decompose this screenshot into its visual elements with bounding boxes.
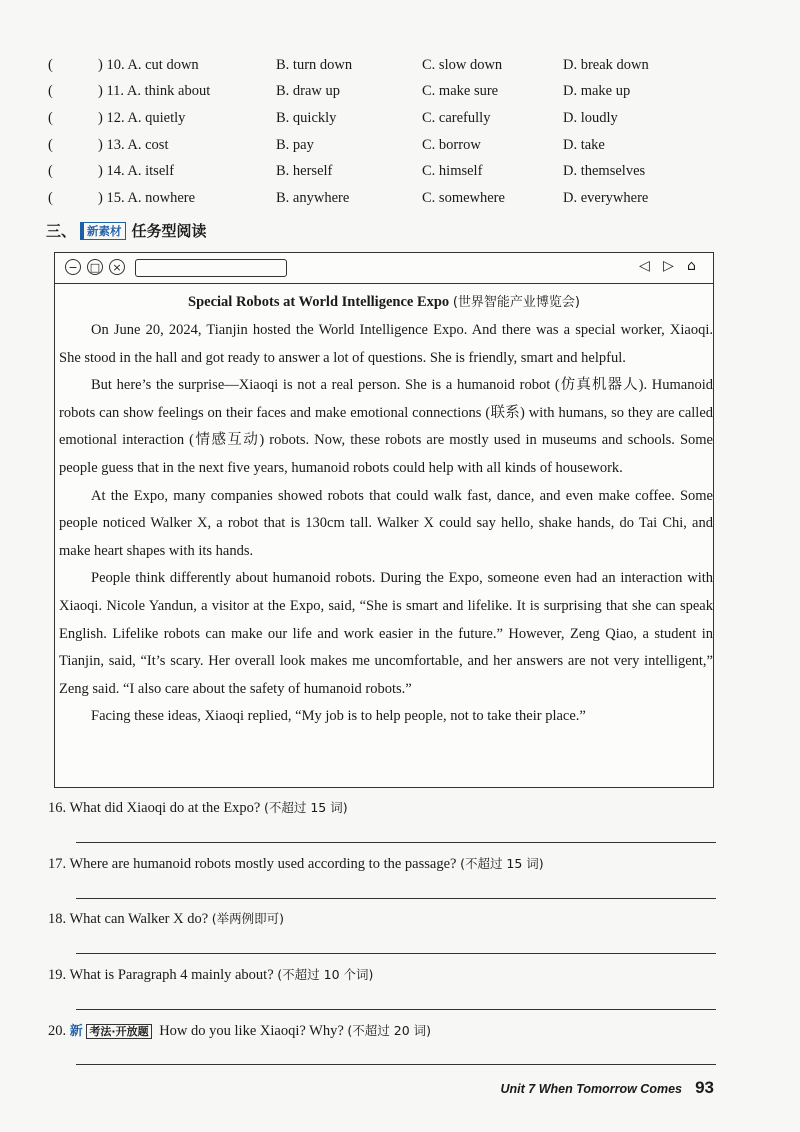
option-b: B. draw up (276, 83, 341, 100)
article-title (55, 287, 713, 317)
unit-footer: Unit 7 When Tomorrow Comes (500, 1082, 682, 1096)
word-limit: (不超过 20 词) (347, 1023, 432, 1039)
back-icon[interactable]: ◁ (639, 258, 650, 274)
minimize-icon[interactable]: − (65, 259, 81, 275)
question-number: 17. (48, 855, 67, 872)
answer-blank[interactable]: ( (48, 189, 53, 206)
question-text (48, 965, 373, 984)
question-number: 16. (48, 800, 67, 816)
paragraph-5: Facing these ideas, Xiaoqi replied, “My job is to help people, not to take their place.” (91, 708, 586, 725)
question-text (48, 854, 544, 873)
question-text (48, 909, 284, 928)
question-20 (48, 1018, 716, 1074)
option-d: D. take (563, 136, 605, 153)
section-number: 三、 (46, 222, 77, 240)
question-17 (48, 852, 716, 908)
question-body: What is Paragraph 4 mainly about? (69, 966, 274, 983)
word-limit: (不超过 15 词) (264, 800, 348, 815)
answer-blank[interactable]: ( (48, 109, 53, 126)
question-number: 18. (48, 911, 67, 928)
question-number: 20. (48, 1023, 67, 1040)
answer-blank[interactable]: ( (48, 163, 53, 180)
answer-blank[interactable]: ( (48, 56, 53, 73)
open-question-badge: 考法·开放题 (86, 1024, 151, 1039)
question-body: How do you like Xiaoqi? Why? (159, 1023, 344, 1040)
close-icon[interactable]: × (109, 259, 125, 275)
option-d: D. loudly (563, 109, 618, 126)
answer-blank[interactable]: ( (48, 136, 53, 153)
article-title-cn: (世界智能产业博览会) (452, 295, 580, 310)
answer-line[interactable] (76, 842, 716, 843)
question-19 (48, 963, 716, 1019)
question-number: 19. (48, 966, 67, 983)
question-body: What can Walker X do? (69, 911, 209, 928)
question-text (48, 1020, 431, 1040)
option-d: D. make up (563, 83, 631, 100)
article (55, 287, 713, 731)
word-limit: (不超过 15 词) (460, 855, 544, 871)
option-c: C. slow down (422, 56, 503, 73)
option-a: ) 15. A. nowhere (98, 189, 196, 206)
choice-row-11 (48, 79, 748, 106)
choice-row-10 (48, 52, 748, 79)
choice-table (48, 52, 748, 212)
page-number: 93 (695, 1078, 714, 1097)
paragraph-2: But here’s the surprise—Xiaoqi is not a real person. She is a humanoid robot (仿真机器人). Humanoid robots can show feelings on their faces and make emotional connections (联系) with humans, so they are called emotional interaction (情感互动) robots. Now, these robots are mostly used in museums and schools. Some people guess that in the next five years, humanoid robots could help with all kinds of housework. (59, 377, 713, 476)
option-b: B. quickly (276, 109, 337, 126)
choice-row-13 (48, 132, 748, 159)
answer-line[interactable] (76, 898, 716, 899)
option-d: D. everywhere (563, 189, 649, 206)
option-d: D. themselves (563, 163, 646, 180)
forward-icon[interactable]: ▷ (663, 258, 674, 274)
paragraph-4: People think differently about humanoid robots. During the Expo, someone even had an interaction with Xiaoqi. Nicole Yandun, a visitor at the Expo, said, “She is smart and lifelike. It is surprising that she can speak English. Lifelike robots can make our life and work easier in the future.” However, Zeng Qiao, a student in Tianjin, said, “It’s scary. Her overall look makes me uncomfortable, and her answers are not very intelligent,” Zeng said. “I also care about the safety of humanoid robots.” (59, 570, 713, 697)
answer-line[interactable] (76, 1064, 716, 1065)
word-limit: (不超过 10 个词) (277, 966, 374, 982)
paragraph-3: At the Expo, many companies showed robots that could walk fast, dance, and even make coffee. Some people noticed Walker X, a robot that is 130cm tall. Walker X could say hello, shake hands, do Tai Chi, and make heart shapes with its hands. (59, 487, 713, 559)
choice-row-12 (48, 105, 748, 132)
home-icon[interactable]: ⌂ (687, 258, 696, 274)
answer-blank[interactable]: ( (48, 83, 53, 100)
article-title-en: Special Robots at World Intelligence Expo (188, 294, 450, 310)
question-18 (48, 907, 716, 963)
option-b: B. anywhere (276, 189, 350, 206)
option-b: B. turn down (276, 56, 353, 73)
option-a: ) 12. A. quietly (98, 109, 186, 126)
section-heading (46, 220, 207, 241)
answer-line[interactable] (76, 953, 716, 954)
browser-toolbar (55, 253, 713, 284)
option-a: ) 13. A. cost (98, 136, 169, 153)
question-body: What did Xiaoqi do at the Expo? (69, 800, 261, 816)
option-c: C. himself (422, 163, 483, 180)
option-d: D. break down (563, 56, 649, 73)
word-limit: (举两例即可) (211, 911, 285, 927)
option-a: ) 11. A. think about (98, 83, 211, 100)
option-c: C. borrow (422, 136, 481, 153)
question-list (48, 796, 716, 1074)
section-title: 任务型阅读 (131, 222, 207, 240)
new-material-badge: 新素材 (80, 222, 126, 240)
option-a: ) 10. A. cut down (98, 56, 199, 73)
option-b: B. herself (276, 163, 333, 180)
browser-window (54, 252, 714, 788)
option-a: ) 14. A. itself (98, 163, 175, 180)
address-bar[interactable] (135, 259, 287, 277)
option-c: C. make sure (422, 83, 499, 100)
answer-line[interactable] (76, 1009, 716, 1010)
option-c: C. carefully (422, 109, 491, 126)
new-mark: 新 (69, 1024, 83, 1040)
option-c: C. somewhere (422, 189, 505, 206)
question-body: Where are humanoid robots mostly used according to the passage? (69, 855, 457, 872)
question-16 (48, 796, 716, 852)
maximize-icon[interactable]: □ (87, 259, 103, 275)
choice-row-15 (48, 185, 748, 212)
question-text (48, 798, 348, 817)
paragraph-1: On June 20, 2024, Tianjin hosted the World Intelligence Expo. And there was a special worker, Xiaoqi. She stood in the hall and got ready to answer a lot of questions. She is friendly, smart and helpful. (59, 322, 713, 366)
choice-row-14 (48, 158, 748, 185)
option-b: B. pay (276, 136, 314, 153)
